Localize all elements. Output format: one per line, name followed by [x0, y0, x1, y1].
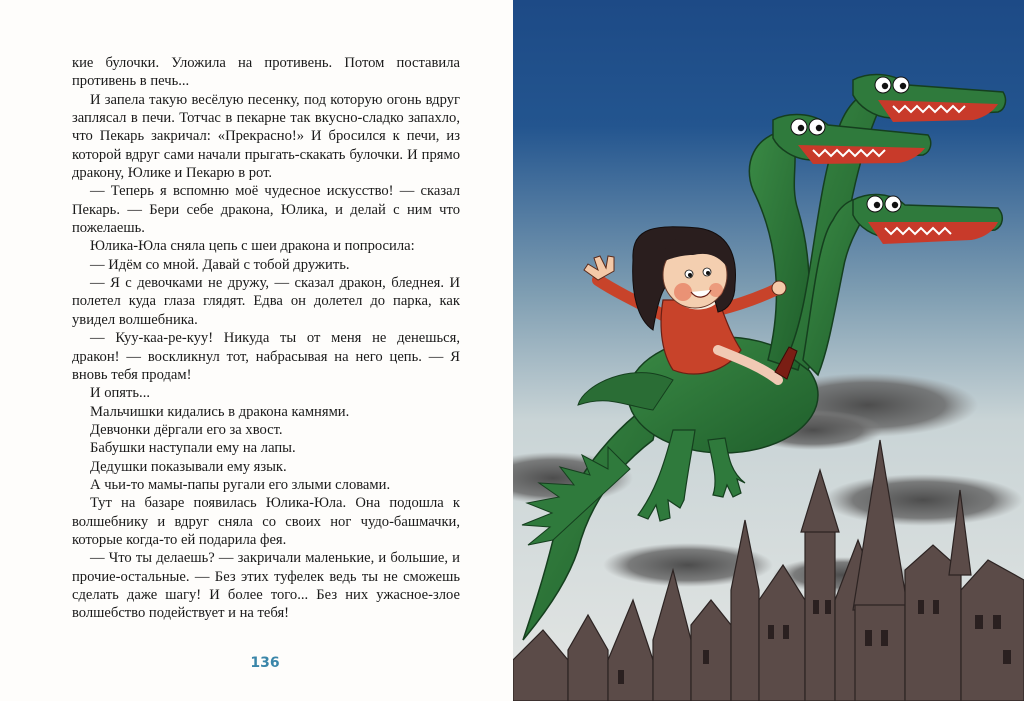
page-number: 136	[250, 655, 280, 671]
cloud	[823, 474, 1023, 526]
story-paragraph: Девчонки дёргали его за хвост.	[90, 421, 283, 438]
story-paragraph: Мальчишки кидались в дракона камнями.	[90, 403, 350, 420]
dragon-illustration	[513, 0, 1024, 701]
story-paragraph: — Идём со мной. Давай с тобой дружить.	[90, 256, 350, 273]
story-paragraph: А чьи-то мамы-папы ругали его злыми словами.	[90, 476, 391, 493]
story-text	[72, 54, 460, 623]
story-paragraph: Бабушки наступали ему на лапы.	[90, 440, 296, 457]
story-paragraph: И опять...	[90, 385, 150, 402]
story-paragraph: Тут на базаре появилась Юлика-Юла. Она подошла к волшебнику и вдруг сняла со своих ног чудо-башмачки, которые когда-то ей подарила фея.	[72, 495, 460, 548]
story-paragraph: — Куу-каа-ре-куу! Никуда ты от меня не денешься, дракон! — воскликнул тот, набрасывая на него цепь. — Я вновь тебя продам!	[72, 330, 460, 383]
story-paragraph: — Что ты делаешь? — закричали маленькие, и большие, и прочие-остальные. — Без этих туфелек ведь ты не сможешь сделать даже шагу! И более того... Без них ужасное-злое волшебство подействует и на тебя!	[72, 550, 460, 622]
story-paragraph: Дедушки показывали ему язык.	[90, 458, 287, 475]
illustration-page	[513, 0, 1024, 701]
story-paragraph: кие булочки. Уложила на противень. Потом поставила противень в печь...	[72, 55, 460, 90]
story-paragraph: — Я с девочками не дружу, — сказал дракон, бледнея. И полетел куда глаза глядят. Едва он долетел до парка, как увидел волшебника.	[72, 275, 460, 328]
story-paragraph: — Теперь я вспомню моё чудесное искусство! — сказал Пекарь. — Бери себе дракона, Юлика, и делай с ним что пожелаешь.	[72, 183, 460, 237]
story-paragraph: Юлика-Юла сняла цепь с шеи дракона и попросила:	[90, 238, 415, 255]
story-paragraph: И запела такую весёлую песенку, под которую огонь вдруг заплясал в печи. Тотчас в пекарне так вкусно-сладко запахло, что Пекарь закричал: «Прекрасно!» И бросился к печи, из которой вдруг сами начали прыгать-скакать булочки. И прямо дракону, Юлике и Пекарю в рот.	[72, 91, 460, 182]
